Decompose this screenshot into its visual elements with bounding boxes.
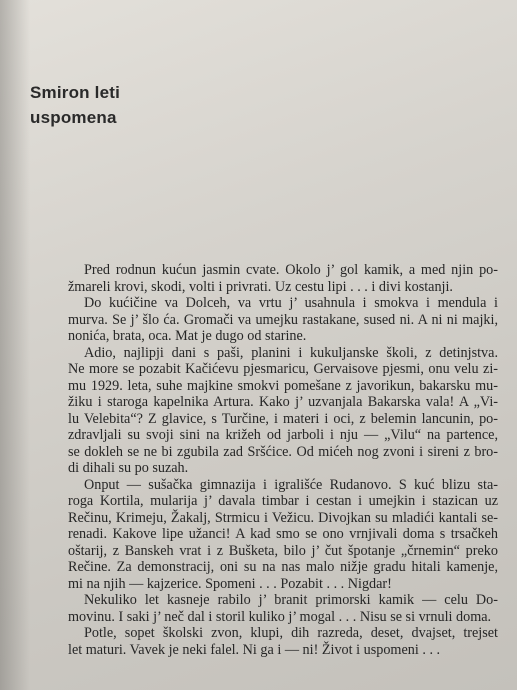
text-line: se dokleh se ne bi zgubila zad Sršćice. Od mićeh nog zvoni i sireni z bro- [68,443,498,460]
text-line: Adio, najlipji dani s paši, planini i kukuljanske školi, z detinjstva. [84,344,498,361]
text-line: oštarij, z Banskeh vrat i z Bušketa, bilo j’ čut špotanje „črnemin“ preko [68,542,498,559]
text-line: mu 1929. leta, suhe majkine smokvi pomešane z javorikun, bakarsku mu- [68,377,498,394]
text-line: renadi. Kakove lipe užanci! A kad smo se ono vrnjivali doma s trsačkeh [68,526,498,542]
text-line: di dihali su po suzah. [68,460,189,476]
title-line-1: Smiron leti [30,83,121,102]
text-line: Rečine. Za demonstracij, oni su na nas malo nižje gradu hitali kamenje, [68,559,498,575]
text-line: nonića, brata, oca. Mat je dugo od starine. [68,328,307,344]
page-gutter-shadow [0,0,30,690]
text-line: Potle, sopet školski zvon, klupi, dih razreda, deset, dvajset, trejset [84,625,498,641]
text-line: Ne more se pozabit Kačićevu pjesmaricu, Gervaisove pjesmi, onu velu zi- [68,361,498,377]
text-line: žiku i staroga kapelnika Artura. Kako j’ uzvanjala Bakarska vala! A „Vi- [68,394,498,410]
text-line: roga Kortila, mularija j’ davala timbar i cestan i umejkin i stazican uz [68,493,498,509]
page-title [30,80,120,130]
text-line: murva. Se j’ šlo ća. Gromači va umejku rastakane, sused ni. A ni ni majki, [68,311,498,328]
title-line-2: uspomena [30,108,117,127]
text-line: mi na njih — kajzerice. Spomeni . . . Pozabit . . . Nigdar! [68,575,392,592]
text-line: Onput — sušačka gimnazija i igrališće Rudanovo. S kuć blizu sta- [84,476,498,493]
body-text [68,262,498,658]
text-line: Nekuliko let kasneje rabilo j’ branit primorski kamik — celu Do- [84,592,498,608]
text-line: žmareli krovi, skodi, volti i privrati. Uz cestu lipi . . . i divi kostanji. [68,278,453,295]
text-line: lu Velebita“? Z glavice, s Turčine, i materi i oci, z belemin lancunin, po- [68,410,498,427]
text-line: zdravljali su svoji sini na križeh od jarboli i nju — „Vilu“ na partence, [68,427,498,443]
text-line: Do kućičine va Dolceh, va vrtu j’ usahnula i smokva i mendula i [84,295,498,311]
text-line: Rečinu, Krimeju, Žakalj, Strmicu i Vežicu. Divojkan su mladići kantali se- [68,509,498,526]
text-line: let maturi. Vavek je neki falel. Ni ga i — ni! Život i uspomeni . . . [68,641,441,658]
text-line: movinu. I saki j’ neč dal i storil kuliko j’ mogal . . . Nisu se si vrnuli doma. [68,608,492,625]
text-line: Pred rodnun kućun jasmin cvate. Okolo j’ gol kamik, a med njin po- [84,262,498,278]
